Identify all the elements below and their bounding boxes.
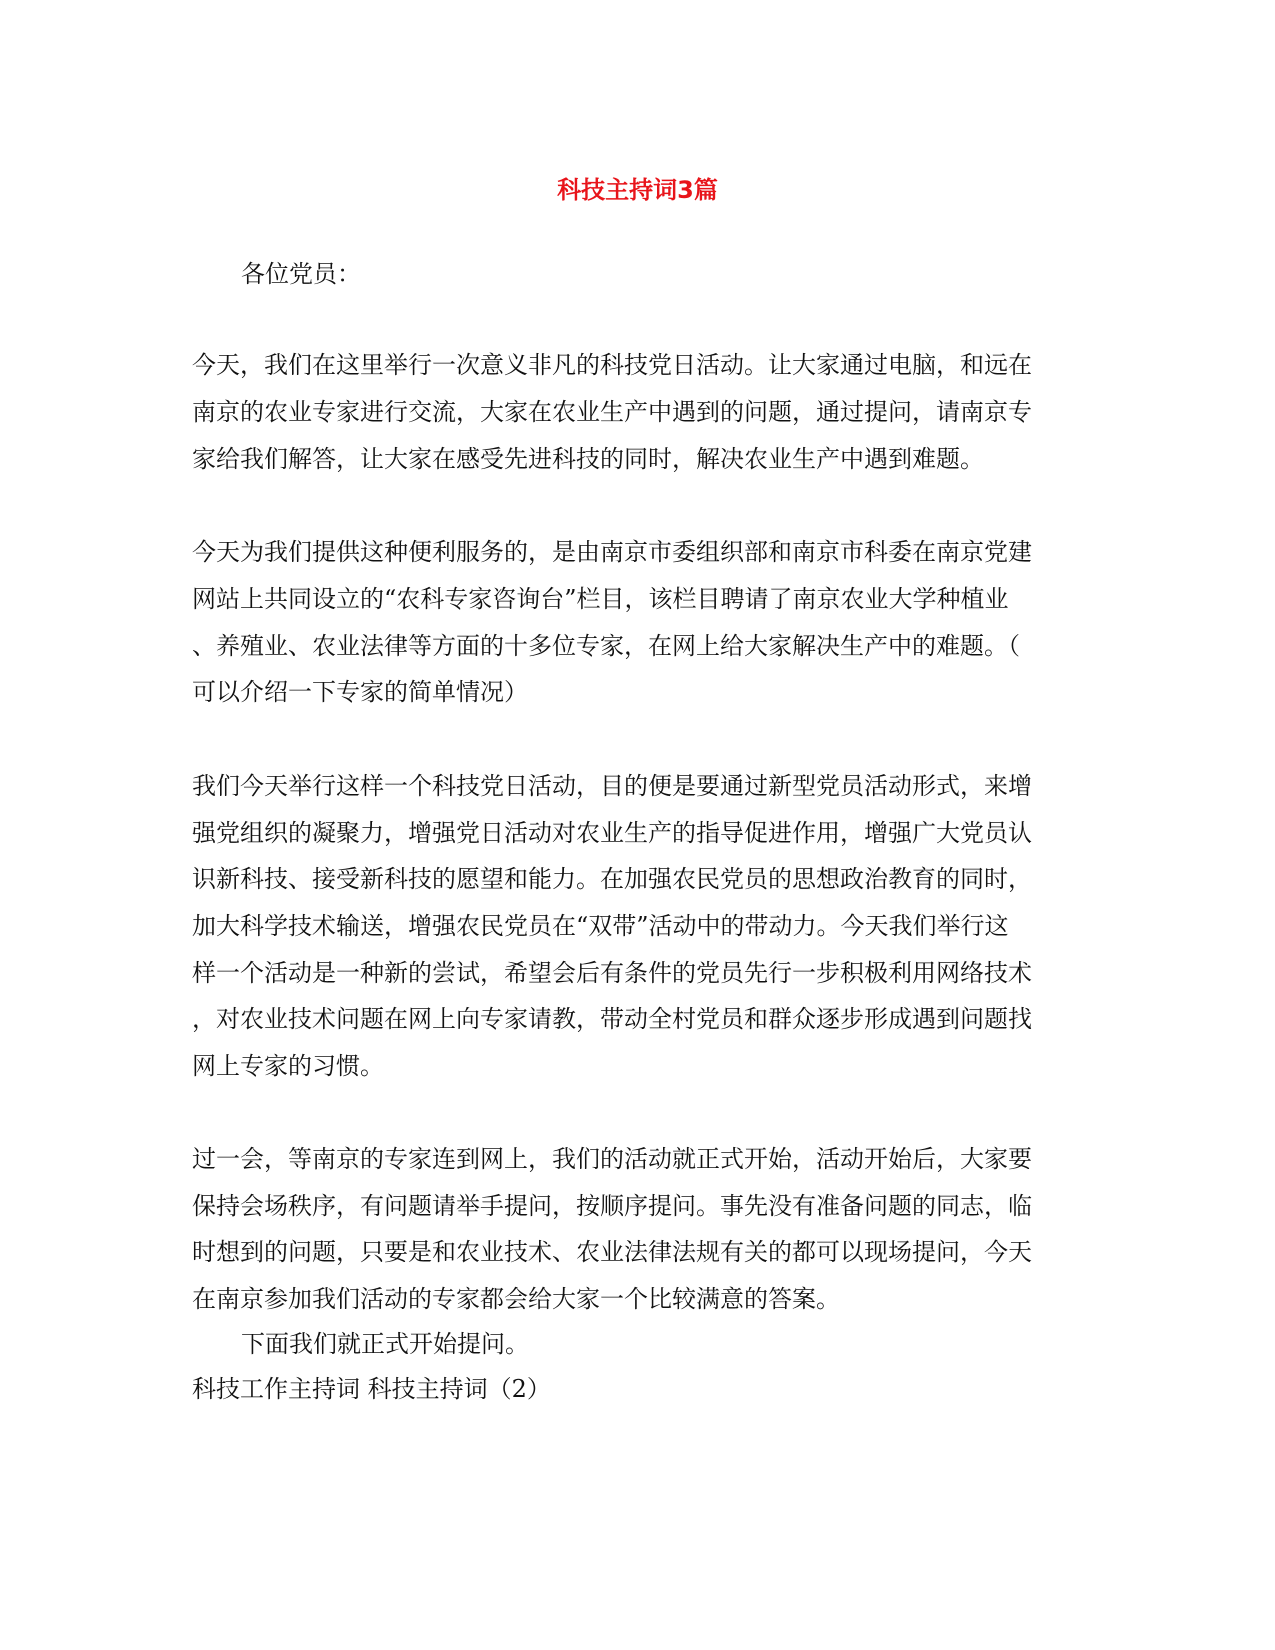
document-title: 科技主持词3篇 — [557, 176, 718, 204]
paragraph-2-line-3: 、养殖业、农业法律等方面的十多位专家，在网上给大家解决生产中的难题。（ — [192, 632, 1020, 660]
paragraph-3-line-7: 网上专家的习惯。 — [192, 1052, 384, 1080]
paragraph-3-line-2: 强党组织的凝聚力，增强党日活动对农业生产的指导促进作用，增强广大党员认 — [192, 819, 1032, 847]
greeting: 各位党员： — [241, 260, 361, 288]
paragraph-1-line-2: 南京的农业专家进行交流，大家在农业生产中遇到的问题，通过提问，请南京专 — [192, 398, 1032, 426]
paragraph-3-line-1: 我们今天举行这样一个科技党日活动，目的便是要通过新型党员活动形式，来增 — [192, 772, 1032, 800]
footer-line: 科技工作主持词 科技主持词（2） — [192, 1375, 551, 1403]
paragraph-4-line-4: 在南京参加我们活动的专家都会给大家一个比较满意的答案。 — [192, 1285, 840, 1313]
paragraph-4-line-2: 保持会场秩序，有问题请举手提问，按顺序提问。事先没有准备问题的同志，临 — [192, 1192, 1032, 1220]
paragraph-4-line-3: 时想到的问题，只要是和农业技术、农业法律法规有关的都可以现场提问，今天 — [192, 1238, 1032, 1266]
paragraph-2-line-1: 今天为我们提供这种便利服务的，是由南京市委组织部和南京市科委在南京党建 — [192, 538, 1032, 566]
paragraph-2-line-4: 可以介绍一下专家的简单情况） — [192, 678, 528, 706]
paragraph-3-line-5: 样一个活动是一种新的尝试，希望会后有条件的党员先行一步积极利用网络技术 — [192, 959, 1032, 987]
paragraph-3-line-3: 识新科技、接受新科技的愿望和能力。在加强农民党员的思想政治教育的同时， — [192, 865, 1032, 893]
paragraph-2-line-2: 网站上共同设立的“农科专家咨询台”栏目，该栏目聘请了南京农业大学种植业 — [192, 585, 1009, 613]
paragraph-3-line-6: ，对农业技术问题在网上向专家请教，带动全村党员和群众逐步形成遇到问题找 — [192, 1005, 1032, 1033]
paragraph-4-line-1: 过一会，等南京的专家连到网上，我们的活动就正式开始，活动开始后，大家要 — [192, 1145, 1032, 1173]
paragraph-1-line-1: 今天，我们在这里举行一次意义非凡的科技党日活动。让大家通过电脑，和远在 — [192, 351, 1032, 379]
closing-line: 下面我们就正式开始提问。 — [241, 1330, 529, 1358]
paragraph-3-line-4: 加大科学技术输送，增强农民党员在“双带”活动中的带动力。今天我们举行这 — [192, 912, 1009, 940]
paragraph-1-line-3: 家给我们解答，让大家在感受先进科技的同时，解决农业生产中遇到难题。 — [192, 445, 984, 473]
